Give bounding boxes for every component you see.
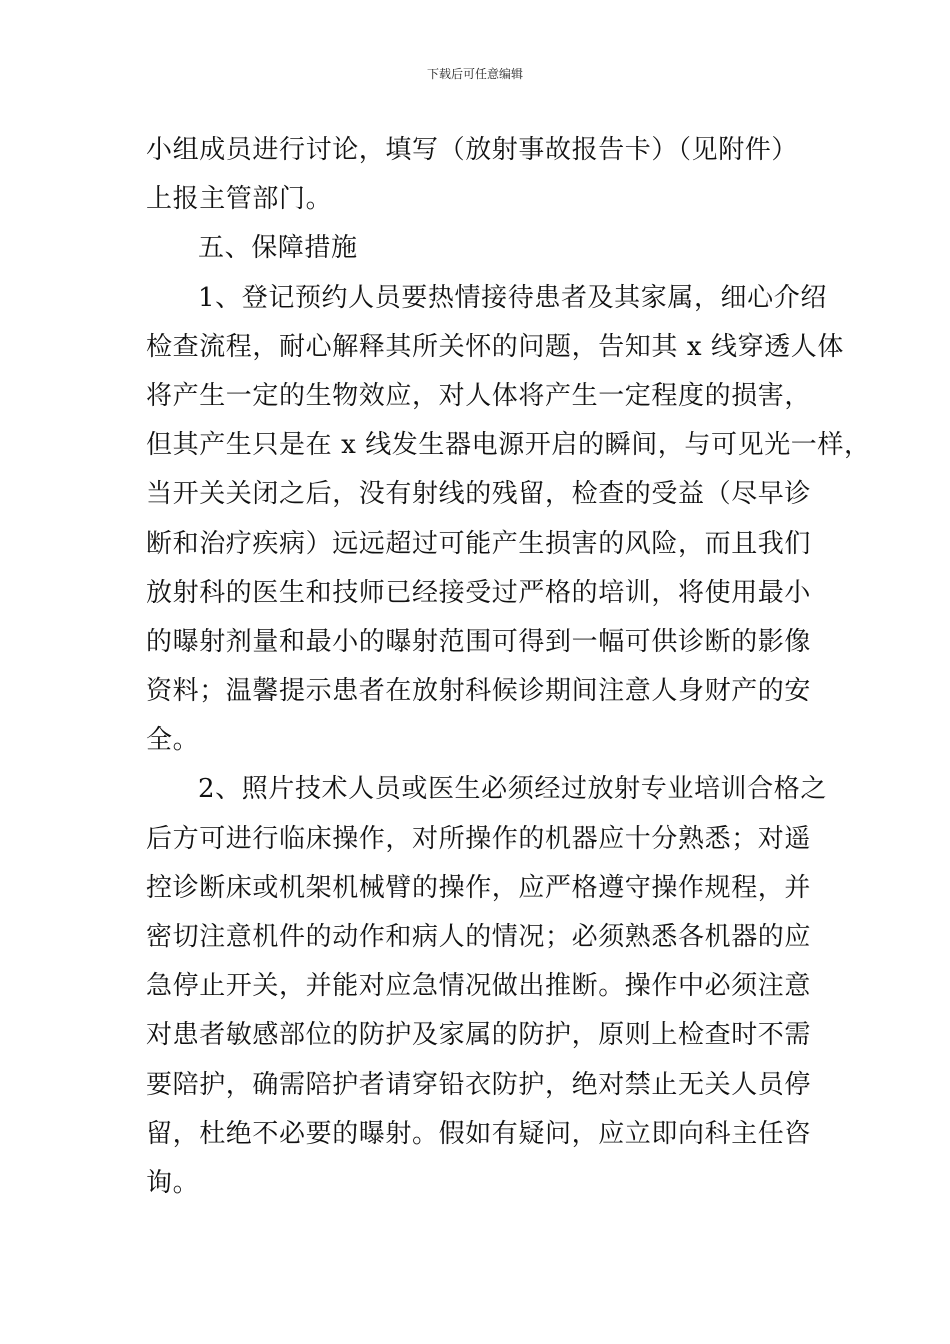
text-line: 密切注意机件的动作和病人的情况；必须熟悉各机器的应 bbox=[146, 922, 812, 952]
text-line: 当开关关闭之后，没有射线的残留，检查的受益（尽早诊 bbox=[146, 479, 812, 510]
text-line: 1、登记预约人员要热情接待患者及其家属，细心介绍 bbox=[198, 282, 827, 313]
document-body bbox=[146, 126, 871, 1208]
text-line: 全。 bbox=[146, 725, 200, 756]
text-line: 后方可进行临床操作，对所操作的机器应十分熟悉；对遥 bbox=[146, 823, 812, 854]
text-line: 检查流程，耐心解释其所关怀的问题，告知其 x 线穿透人体 bbox=[146, 331, 844, 362]
text-line: 2、照片技术人员或医生必须经过放射专业培训合格之 bbox=[198, 774, 827, 805]
text-line: 急停止开关，并能对应急情况做出推断。操作中必须注意 bbox=[146, 971, 812, 1002]
text-line: 询。 bbox=[146, 1167, 200, 1198]
text-line: 的曝射剂量和最小的曝射范围可得到一幅可供诊断的影像 bbox=[146, 626, 812, 657]
page-header: 下载后可任意编辑 bbox=[426, 67, 523, 81]
text-line: 小组成员进行讨论，填写（放射事故报告卡）（见附件） bbox=[146, 135, 799, 165]
text-line: 放射科的医生和技师已经接受过严格的培训，将使用最小 bbox=[146, 577, 812, 608]
text-line: 留，杜绝不必要的曝射。假如有疑问，应立即向科主任咨 bbox=[146, 1118, 812, 1149]
text-line: 将产生一定的生物效应，对人体将产生一定程度的损害， bbox=[146, 380, 812, 411]
text-line: 但其产生只是在 x 线发生器电源开启的瞬间，与可见光一样， bbox=[146, 430, 871, 461]
text-line: 上报主管部门。 bbox=[146, 184, 333, 215]
section-heading: 五、保障措施 bbox=[198, 233, 358, 264]
text-line: 资料；温馨提示患者在放射科候诊期间注意人身财产的安 bbox=[146, 676, 812, 707]
text-line: 控诊断床或机架机械臂的操作，应严格遵守操作规程，并 bbox=[146, 872, 812, 903]
text-line: 要陪护，确需陪护者请穿铅衣防护，绝对禁止无关人员停 bbox=[146, 1069, 812, 1100]
text-line: 断和治疗疾病）远远超过可能产生损害的风险，而且我们 bbox=[146, 528, 812, 559]
text-line: 对患者敏感部位的防护及家属的防护，原则上检查时不需 bbox=[146, 1020, 812, 1051]
